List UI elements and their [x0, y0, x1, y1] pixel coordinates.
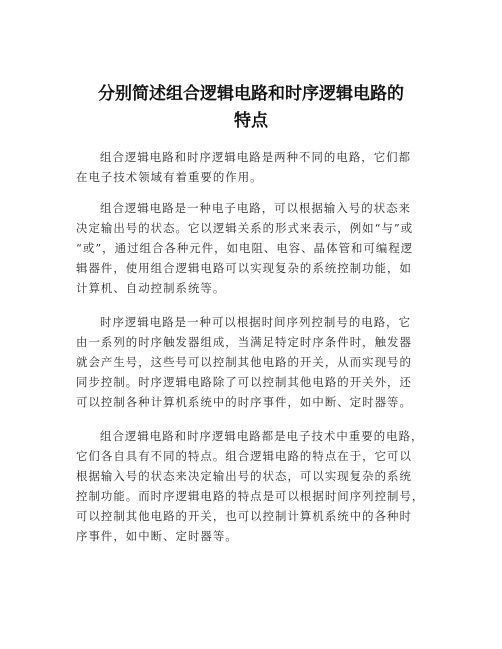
paragraph-1-line-1: 组合逻辑电路和时序逻辑电路是两种不同的电路，它们都 [100, 150, 412, 164]
document-title-line-2: 特点 [234, 111, 268, 131]
paragraph-3-line-3: 就会产生号，这些号可以控制其他电路的开关，从而实现号的 [76, 355, 412, 369]
paragraph-4-line-6: 序事件，如中断、定时器等。 [76, 529, 238, 543]
paragraph-3-line-5: 可以控制各种计算机系统中的时序事件，如中断、定时器等。 [76, 395, 412, 409]
paragraph-4-line-4: 控制功能。而时序逻辑电路的特点是可以根据时间序列控制号， [76, 489, 425, 503]
document-title-line-1: 分别简述组合逻辑电路和时序逻辑电路的 [98, 84, 404, 104]
paragraph-4-line-2: 它们各自具有不同的特点。组合逻辑电路的特点在于，它可以 [76, 449, 412, 463]
paragraph-4-line-5: 可以控制其他电路的开关，也可以控制计算机系统中的各种时 [76, 509, 412, 523]
paragraph-3-line-4: 同步控制。时序逻辑电路除了可以控制其他电路的开关外，还 [76, 375, 412, 389]
paragraph-4-line-3: 根据输入号的状态来决定输出号的状态，可以实现复杂的系统 [76, 469, 412, 483]
paragraph-4-line-1: 组合逻辑电路和时序逻辑电路都是电子技术中重要的电路， [100, 429, 424, 443]
paragraph-3-line-2: 由一系列的时序触发器组成，当满足特定时序条件时，触发器 [76, 335, 412, 349]
paragraph-3-line-1: 时序逻辑电路是一种可以根据时间序列控制号的电路，它 [100, 315, 412, 329]
paragraph-2-line-4: 辑器件，使用组合逻辑电路可以实现复杂的系统控制功能，如 [76, 261, 412, 275]
paragraph-1-line-2: 在电子技术领域有着重要的作用。 [76, 170, 263, 184]
paragraph-2-line-1: 组合逻辑电路是一种电子电路，可以根据输入号的状态来 [100, 201, 412, 215]
paragraph-2-line-2: 决定输出号的状态。它以逻辑关系的形式来表示，例如“与”或 [76, 221, 414, 235]
paragraph-2-line-5: 计算机、自动控制系统等。 [76, 281, 226, 295]
paragraph-2-line-3: “或”，通过组合各种元件，如电阻、电容、晶体管和可编程逻 [76, 241, 414, 255]
